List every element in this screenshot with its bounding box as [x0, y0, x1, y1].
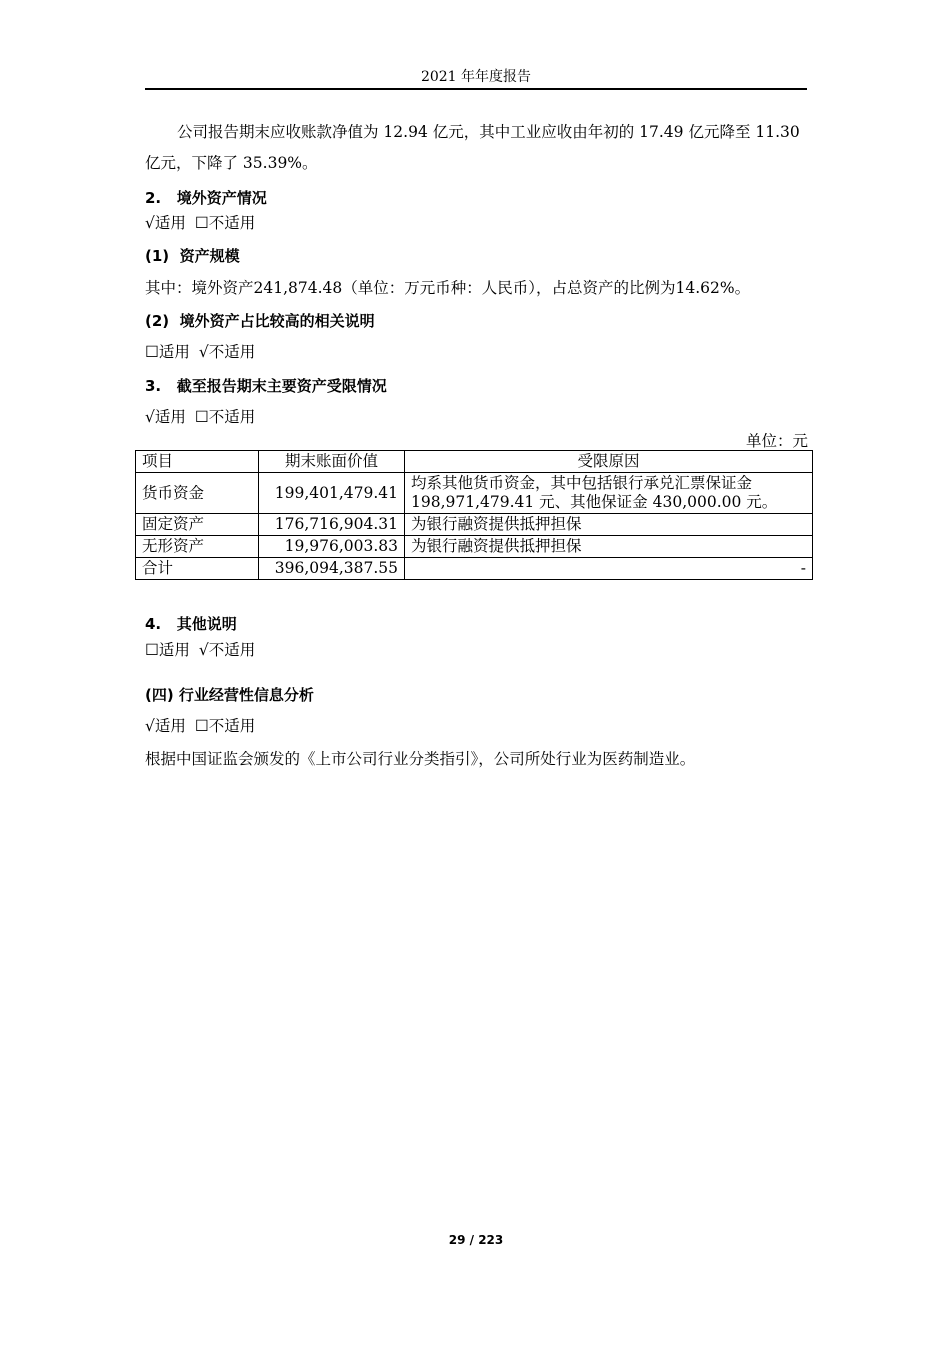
cell-reason: 为银行融资提供抵押担保 — [405, 514, 813, 536]
section-3-options — [145, 407, 809, 427]
subsection-2-title: (2) 境外资产占比较高的相关说明 — [145, 312, 375, 330]
table-row — [136, 473, 813, 514]
section-iv-options — [145, 716, 809, 736]
cell-value: 396,094,387.55 — [259, 558, 405, 580]
cell-value: 19,976,003.83 — [259, 536, 405, 558]
option-applicable: ☐适用 — [145, 343, 190, 361]
page-number: 29 / 223 — [448, 1233, 504, 1247]
option-applicable: √适用 — [145, 717, 186, 735]
subsection-2-options — [145, 342, 809, 362]
table-header-row — [136, 451, 813, 473]
table-row — [136, 514, 813, 536]
option-not-applicable: ☐不适用 — [194, 717, 256, 735]
cell-item: 货币资金 — [136, 473, 259, 514]
cell-value: 176,716,904.31 — [259, 514, 405, 536]
section-3-title: 3. 截至报告期末主要资产受限情况 — [145, 377, 387, 395]
table-row — [136, 536, 813, 558]
cell-reason: - — [405, 558, 813, 580]
column-header-reason: 受限原因 — [405, 451, 813, 473]
receivables-paragraph: 公司报告期末应收账款净值为 12.94 亿元，其中工业应收由年初的 17.49 亿元降至 11.30 亿元，下降了 35.39%。 — [145, 123, 800, 172]
section-4-title: 4. 其他说明 — [145, 615, 237, 633]
cell-reason: 为银行融资提供抵押担保 — [405, 536, 813, 558]
restricted-assets-table — [135, 450, 813, 580]
table-unit-label: 单位：元 — [745, 432, 808, 450]
overseas-assets-text: 其中：境外资产241,874.48（单位：万元币种：人民币），占总资产的比例为14.62%。 — [145, 279, 751, 297]
section-4-options — [145, 640, 809, 660]
option-not-applicable: √不适用 — [198, 343, 256, 361]
option-not-applicable: ☐不适用 — [194, 214, 256, 232]
option-not-applicable: ☐不适用 — [194, 408, 256, 426]
cell-item: 固定资产 — [136, 514, 259, 536]
header-rule — [145, 88, 807, 90]
option-not-applicable: √不适用 — [198, 641, 256, 659]
cell-item: 合计 — [136, 558, 259, 580]
page-header-title: 2021 年年度报告 — [420, 69, 532, 85]
option-applicable: ☐适用 — [145, 641, 190, 659]
option-applicable: √适用 — [145, 214, 186, 232]
section-2-options — [145, 213, 809, 233]
industry-classification-text: 根据中国证监会颁发的《上市公司行业分类指引》，公司所处行业为医药制造业。 — [145, 750, 696, 768]
table-row-total — [136, 558, 813, 580]
section-2-title: 2. 境外资产情况 — [145, 189, 267, 207]
option-applicable: √适用 — [145, 408, 186, 426]
column-header-value: 期末账面价值 — [259, 451, 405, 473]
section-iv-title: (四) 行业经营性信息分析 — [145, 686, 314, 704]
cell-item: 无形资产 — [136, 536, 259, 558]
column-header-item: 项目 — [136, 451, 259, 473]
cell-reason: 均系其他货币资金，其中包括银行承兑汇票保证金 198,971,479.41 元、其他保证金 430,000.00 元。 — [405, 473, 813, 514]
cell-value: 199,401,479.41 — [259, 473, 405, 514]
subsection-1-title: (1) 资产规模 — [145, 247, 240, 265]
